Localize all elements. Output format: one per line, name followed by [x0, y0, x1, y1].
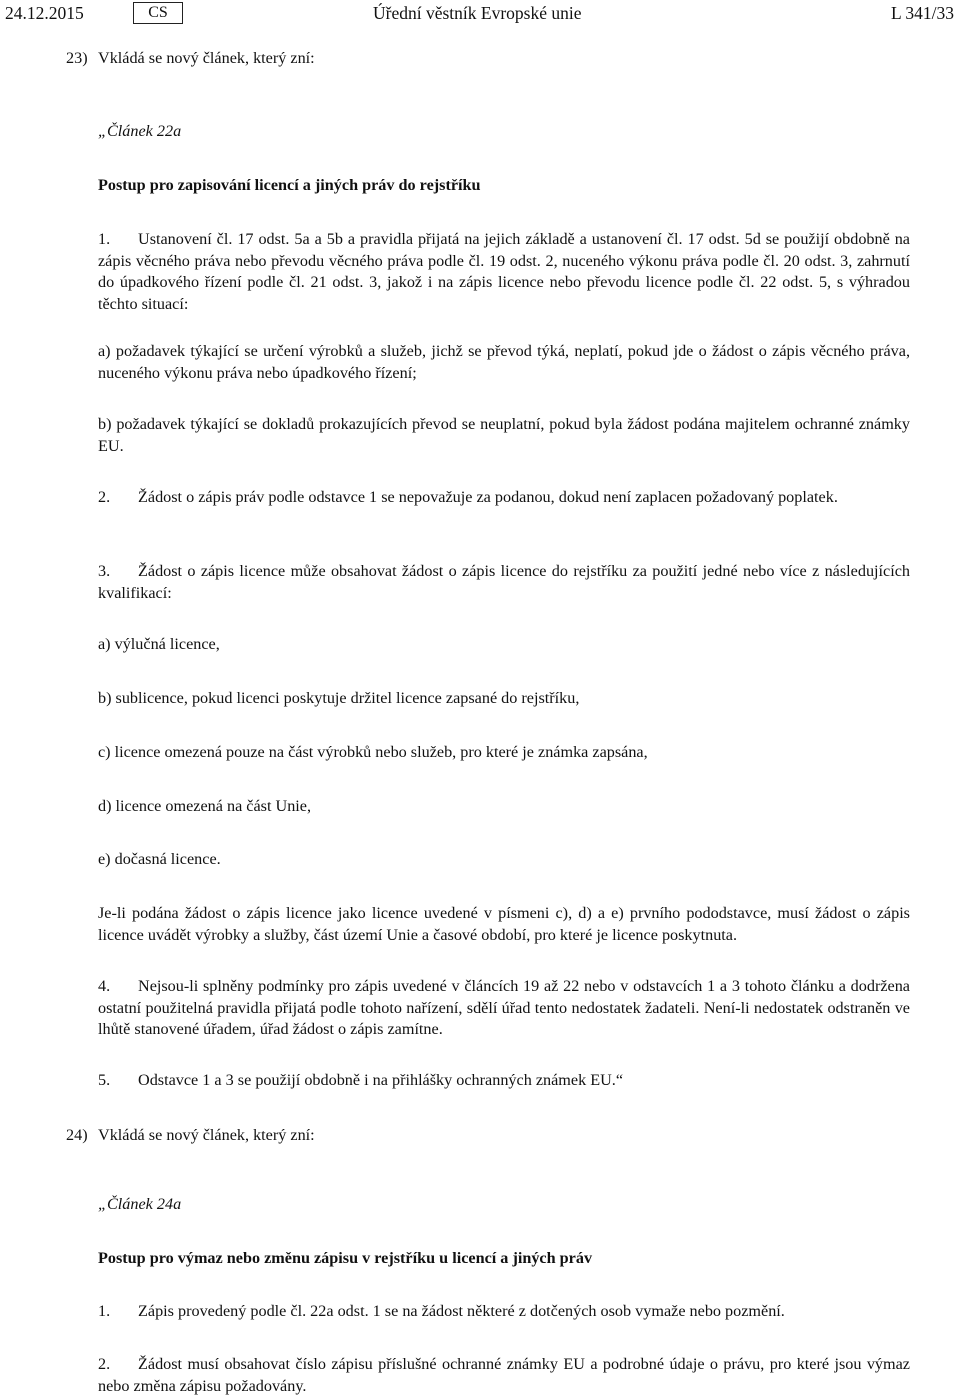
paragraph-text: Žádost o zápis licence může obsahovat žádost o zápis licence do rejstříku za použití jedné nebo více z následujících kvalifikací:: [98, 562, 910, 602]
point-3e: e) dočasná licence.: [98, 850, 221, 868]
page-reference: L 341/33: [890, 3, 954, 23]
article-title: „Článek 22a: [98, 122, 182, 140]
paragraph-text: Ustanovení čl. 17 odst. 5a a 5b a pravidla přijatá na jejich základě a ustanovení čl. 17 odst. 5d se použijí obdobně na zápis věcného práva nebo převodu věcného práva podle čl. 19 odst. 2, nuceného výkonu práva podle čl. 20 odst. 3, zahrnutí do úpadkového řízení podle čl. 21 odst. 3, jakož i na zápis licence nebo převodu licence podle čl. 22 odst. 5, s výhradou těchto situací:: [98, 230, 910, 313]
paragraph-text: Žádost o zápis práv podle odstavce 1 se nepovažuje za podanou, dokud není zaplacen požadovaný poplatek.: [138, 488, 838, 506]
paragraph-1: [98, 229, 910, 315]
point-3a: a) výlučná licence,: [98, 635, 220, 653]
paragraph-text: Nejsou-li splněny podmínky pro zápis uvedené v článcích 19 až 22 nebo v odstavcích 1 a 3 tohoto článku a dodržena ostatní použitelná pravidla přijatá podle tohoto nařízení, sdělí úřad tento nedostatek žadateli. Není-li nedostatek odstraněn ve lhůtě stanovené úřadem, úřad žádost o zápis zamítne.: [98, 977, 910, 1038]
paragraph-number: 1.: [98, 230, 111, 248]
point-3b: b) sublicence, pokud licenci poskytuje držitel licence zapsané do rejstříku,: [98, 689, 580, 707]
journal-title: Úřední věstník Evropské unie: [373, 3, 582, 23]
paragraph-number: 5.: [98, 1071, 111, 1089]
paragraph-number: 4.: [98, 977, 111, 995]
paragraph-3: [98, 561, 910, 604]
point-1a: a) požadavek týkající se určení výrobků a služeb, jichž se převod týká, neplatí, pokud jde o žádost o zápis věcného práva, nuceného výkonu práva nebo úpadkového řízení;: [98, 342, 910, 382]
amendment-intro: Vkládá se nový článek, který zní:: [98, 49, 315, 67]
paragraph-text: Zápis provedený podle čl. 22a odst. 1 se na žádost některé z dotčených osob vymaže nebo pozmění.: [138, 1302, 785, 1320]
paragraph-text: Odstavce 1 a 3 se použijí obdobně i na přihlášky ochranných známek EU.“: [138, 1071, 624, 1089]
point-3d: d) licence omezená na část Unie,: [98, 797, 312, 815]
publication-date: 24.12.2015: [5, 3, 84, 23]
paragraph-2: [98, 1354, 910, 1397]
article-title: „Článek 24a: [98, 1195, 182, 1213]
paragraph-number: 2.: [98, 1355, 111, 1373]
point-1b: b) požadavek týkající se dokladů prokazujících převod se neuplatní, pokud byla žádost podána majitelem ochranné známky EU.: [98, 415, 910, 455]
paragraph-4: [98, 976, 910, 1041]
paragraph-number: 2.: [98, 488, 111, 506]
amendment-number: 24): [66, 1126, 88, 1144]
paragraph-3-subparagraph: Je-li podána žádost o zápis licence jako licence uvedené v písmeni c), d) a e) prvního pododstavce, musí žádost o zápis licence uvádět výrobky a služby, část území Unie a časové období, pro které je licence poskytnuta.: [98, 904, 910, 944]
article-heading: Postup pro zapisování licencí a jiných práv do rejstříku: [98, 176, 481, 194]
article-heading: Postup pro výmaz nebo změnu zápisu v rejstříku u licencí a jiných práv: [98, 1249, 593, 1267]
paragraph-5: [98, 1070, 910, 1092]
language-badge: CS: [133, 2, 183, 24]
page-header: [0, 0, 960, 30]
paragraph-number: 1.: [98, 1302, 111, 1320]
amendment-intro: Vkládá se nový článek, který zní:: [98, 1126, 315, 1144]
amendment-number: 23): [66, 49, 88, 67]
point-3c: c) licence omezená pouze na část výrobků nebo služeb, pro které je známka zapsána,: [98, 743, 648, 761]
paragraph-1: [98, 1301, 910, 1323]
paragraph-text: Žádost musí obsahovat číslo zápisu příslušné ochranné známky EU a podrobné údaje o právu, pro které jsou výmaz nebo změna zápisu požadovány.: [98, 1355, 910, 1395]
paragraph-2: [98, 487, 910, 509]
paragraph-number: 3.: [98, 562, 111, 580]
